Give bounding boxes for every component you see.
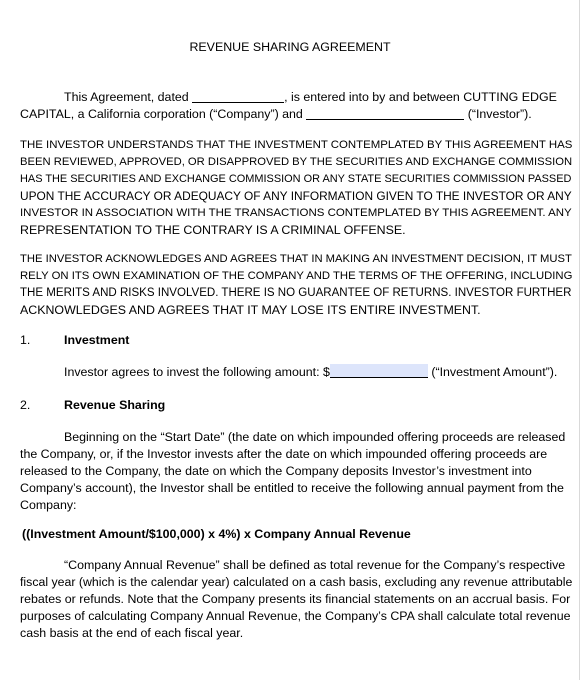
section2-para2-line: “Company Annual Revenue” shall be defined as total revenue for the Company’s respective	[64, 558, 566, 572]
para1-line: REPRESENTATION TO THE CONTRARY IS A CRIMINAL OFFENSE.	[20, 223, 406, 237]
section-2-number: 2.	[20, 398, 31, 412]
para2-line: ACKNOWLEDGES AND AGREES THAT IT MAY LOSE ITS ENTIRE INVESTMENT.	[20, 303, 481, 317]
para2-line: RELY ON ITS OWN EXAMINATION OF THE COMPANY AND THE TERMS OF THE OFFERING, INCLUDING	[20, 270, 573, 282]
section2-para2-line: cash basis at the end of each fiscal year.	[20, 626, 244, 640]
investor-name-blank[interactable]	[306, 106, 464, 120]
para1-line: INVESTOR IN ASSOCIATION WITH THE TRANSACTIONS CONTEMPLATED BY THIS AGREEMENT. ANY	[20, 207, 572, 219]
section2-para-line: the Company, or, if the Investor invests after the date on which impounded offering proceeds are	[20, 447, 548, 461]
section2-para2-line: purposes of calculating Company Annual Revenue, the Company’s CPA shall calculate total revenue	[20, 609, 571, 623]
section2-para2-line: rebates or refunds. Note that the Company presents its financial statements on an accrual basis. For	[20, 592, 571, 606]
section2-para-line: Company:	[20, 498, 77, 512]
para1-line: HAS THE SECURITIES AND EXCHANGE COMMISSION OR ANY STATE SECURITIES COMMISSION PASSED	[20, 173, 572, 185]
intro-line-1: This Agreement, dated , is entered into by and between CUTTING EDGE	[64, 90, 557, 104]
section2-para2-line: fiscal year (which is the calendar year) calculated on a cash basis, excluding any revenue attributable	[20, 575, 573, 589]
date-blank[interactable]	[192, 89, 284, 103]
section-2-heading: Revenue Sharing	[64, 398, 166, 412]
section-1-heading: Investment	[64, 333, 130, 347]
section2-para-line: released to the Company, the date on which the Company deposits Investor’s investment into	[20, 464, 532, 478]
revenue-formula: ((Investment Amount/$100,000) x 4%) x Company Annual Revenue	[22, 527, 411, 541]
investment-amount-field[interactable]	[330, 364, 428, 378]
document-title: REVENUE SHARING AGREEMENT	[189, 40, 391, 54]
para2-line: THE MERITS AND RISKS INVOLVED. THERE IS NO GUARANTEE OF RETURNS. INVESTOR FURTHER	[20, 287, 572, 299]
investment-amount-line: Investor agrees to invest the following amount: $ (“Investment Amount”).	[64, 365, 558, 379]
para1-line: UPON THE ACCURACY OR ADEQUACY OF ANY INFORMATION GIVEN TO THE INVESTOR OR ANY	[20, 189, 572, 203]
para2-line: THE INVESTOR ACKNOWLEDGES AND AGREES THAT IN MAKING AN INVESTMENT DECISION, IT MUST	[20, 253, 572, 265]
para1-line: BEEN REVIEWED, APPROVED, OR DISAPPROVED BY THE SECURITIES AND EXCHANGE COMMISSION	[20, 156, 573, 168]
para1-line: THE INVESTOR UNDERSTANDS THAT THE INVESTMENT CONTEMPLATED BY THIS AGREEMENT HAS	[20, 139, 573, 151]
intro-line-2: CAPITAL, a California corporation (“Company”) and (“Investor”).	[20, 107, 532, 121]
section2-para-line: Company’s account), the Investor shall be entitled to receive the following annual payment from the	[20, 481, 564, 495]
section2-para-line: Beginning on the “Start Date” (the date on which impounded offering proceeds are released	[64, 430, 566, 444]
section-1-number: 1.	[20, 333, 31, 347]
